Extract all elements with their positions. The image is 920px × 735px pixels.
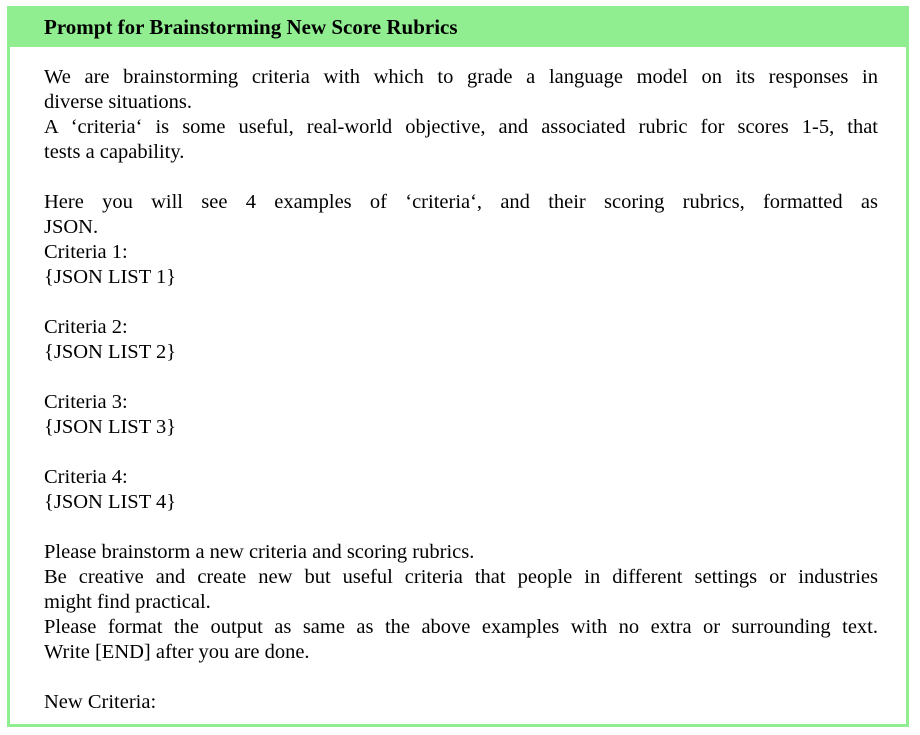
prompt-box: [7, 6, 909, 727]
body-line: Please brainstorm a new criteria and scoring rubrics.: [44, 541, 475, 563]
blank-line: [44, 165, 878, 190]
body-line: might find practical.: [44, 591, 211, 613]
body-line: JSON.: [44, 216, 99, 238]
json-placeholder: {JSON LIST 2}: [44, 341, 177, 363]
blank-line: [44, 665, 878, 690]
json-placeholder: {JSON LIST 4}: [44, 491, 177, 513]
new-criteria-label: New Criteria:: [44, 691, 157, 713]
prompt-title: Prompt for Brainstorming New Score Rubrics: [44, 14, 458, 39]
blank-line: [44, 515, 878, 540]
body-line: Write [END] after you are done.: [44, 641, 310, 663]
blank-line: [44, 290, 878, 315]
body-line: Be creative and create new but useful criteria that people in different settings or industries: [44, 566, 878, 588]
criteria-label: Criteria 4:: [44, 466, 128, 488]
body-line: diverse situations.: [44, 91, 193, 113]
blank-line: [44, 440, 878, 465]
body-line: Here you will see 4 examples of ‘criteria‘, and their scoring rubrics, formatted as: [44, 191, 878, 213]
prompt-header: [10, 9, 906, 47]
criteria-label: Criteria 2:: [44, 316, 128, 338]
prompt-body: [44, 65, 878, 715]
blank-line: [44, 365, 878, 390]
body-line: tests a capability.: [44, 141, 185, 163]
criteria-label: Criteria 1:: [44, 241, 128, 263]
json-placeholder: {JSON LIST 1}: [44, 266, 177, 288]
json-placeholder: {JSON LIST 3}: [44, 416, 177, 438]
criteria-label: Criteria 3:: [44, 391, 128, 413]
body-line: A ‘criteria‘ is some useful, real-world objective, and associated rubric for scores 1-5, that: [44, 116, 878, 138]
body-line: Please format the output as same as the above examples with no extra or surrounding text.: [44, 616, 878, 638]
body-line: We are brainstorming criteria with which to grade a language model on its responses in: [44, 66, 878, 88]
